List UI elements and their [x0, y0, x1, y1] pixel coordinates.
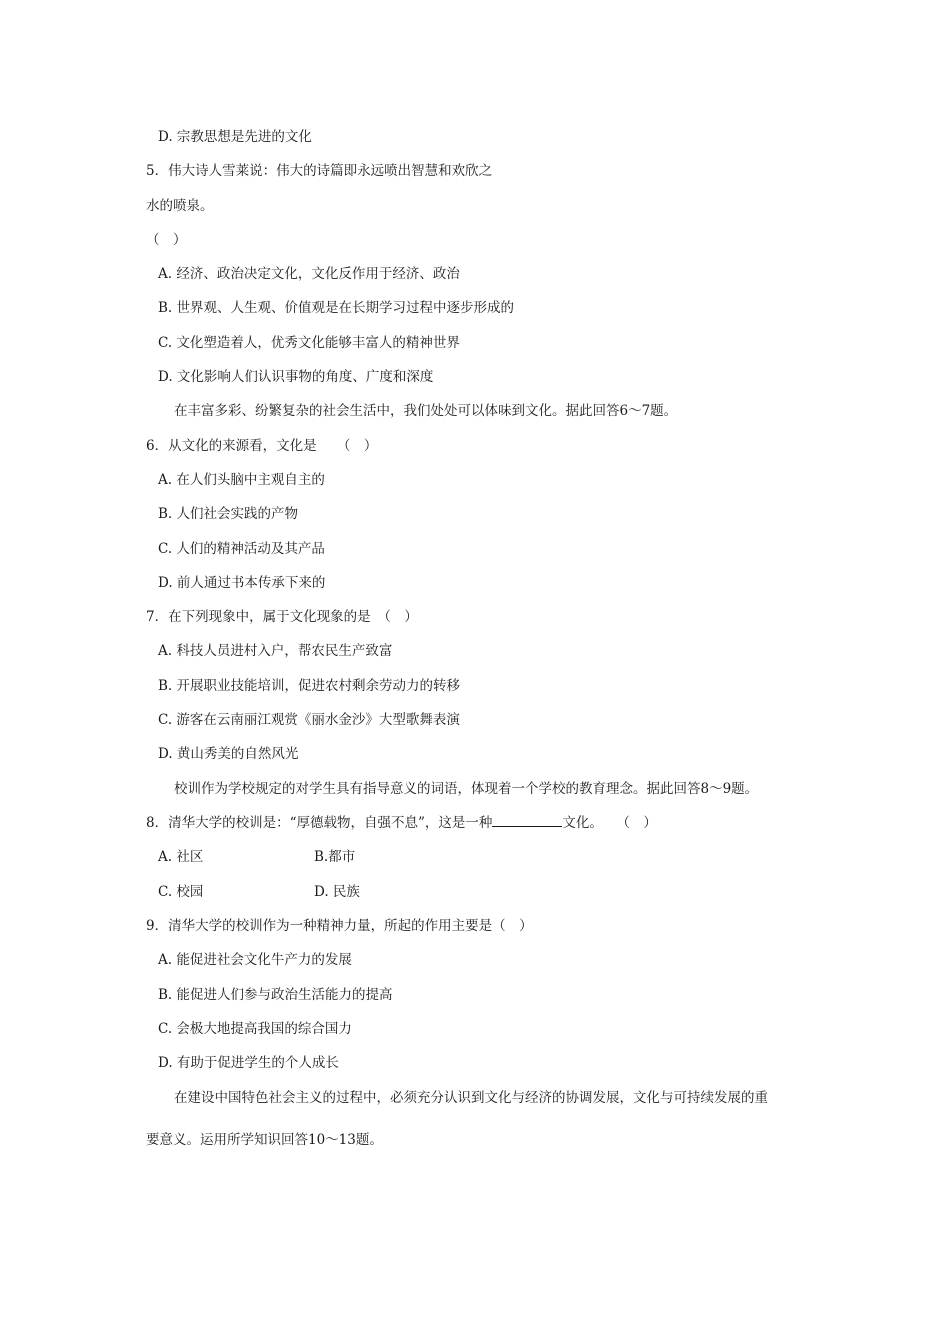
- q8-option-d: D. 民族: [314, 884, 360, 900]
- q4-option-d: D. 宗教思想是先进的文化: [158, 129, 312, 145]
- q8-option-a: A. 社区: [158, 849, 204, 865]
- q8-option-b: B.都市: [314, 849, 356, 865]
- q9-option-b: B. 能促进人们参与政治生活能力的提高: [158, 987, 393, 1003]
- q6-option-d: D. 前人通过书本传承下来的: [158, 575, 326, 591]
- q6-option-a: A. 在人们头脑中主观自主的: [158, 472, 325, 488]
- q5-option-d: D. 文化影响人们认识事物的角度、广度和深度: [158, 369, 434, 385]
- q5-option-b: B. 世界观、人生观、价值观是在长期学习过程中逐步形成的: [158, 300, 515, 316]
- q9-option-d: D. 有助于促进学生的个人成长: [158, 1055, 339, 1071]
- q7-option-d: D. 黄山秀美的自然风光: [158, 746, 299, 762]
- q5-stem-line-1: 5．伟大诗人雪莱说：伟大的诗篇即永远喷出智慧和欢欣之: [146, 163, 493, 179]
- q8-stem-after-blank: 文化。 （ ）: [562, 815, 657, 831]
- q8-stem: [146, 814, 657, 832]
- intro-questions-8-9: 校训作为学校规定的对学生具有指导意义的词语，体现着一个学校的教育理念。据此回答8～9题。: [174, 781, 759, 797]
- q6-stem: 6．从文化的来源看，文化是 （ ）: [146, 438, 378, 454]
- q7-stem: 7．在下列现象中，属于文化现象的是 （ ）: [146, 609, 418, 625]
- q9-stem: 9．清华大学的校训作为一种精神力量，所起的作用主要是（ ）: [146, 918, 533, 934]
- q7-option-a: A. 科技人员进村入户，帮农民生产致富: [158, 643, 393, 659]
- q5-stem-line-2: 水的喷泉。: [146, 198, 214, 214]
- intro-questions-6-7: 在丰富多彩、纷繁复杂的社会生活中，我们处处可以体味到文化。据此回答6～7题。: [174, 403, 678, 419]
- q7-option-c: C. 游客在云南丽江观赏《丽水金沙》大型歌舞表演: [158, 712, 460, 728]
- q8-option-c: C. 校园: [158, 884, 204, 900]
- intro-questions-10-13-line-1: 在建设中国特色社会主义的过程中，必须充分认识到文化与经济的协调发展，文化与可持续发展的重: [174, 1090, 768, 1106]
- q6-option-b: B. 人们社会实践的产物: [158, 506, 299, 522]
- q8-fill-blank: [492, 814, 562, 827]
- q8-stem-before-blank: 8．清华大学的校训是：“厚德载物，自强不息”，这是一种: [146, 815, 493, 831]
- q5-option-c: C. 文化塑造着人，优秀文化能够丰富人的精神世界: [158, 335, 460, 351]
- q9-option-a: A. 能促进社会文化牛产力的发展: [158, 952, 352, 968]
- q7-option-b: B. 开展职业技能培训，促进农村剩余劳动力的转移: [158, 678, 461, 694]
- q9-option-c: C. 会极大地提高我国的综合国力: [158, 1021, 352, 1037]
- intro-questions-10-13-line-2: 要意义。运用所学知识回答10～13题。: [146, 1132, 383, 1148]
- q5-option-a: A. 经济、政治决定文化，文化反作用于经济、政治: [158, 266, 460, 282]
- q5-answer-bracket: （ ）: [146, 232, 187, 248]
- q6-option-c: C. 人们的精神活动及其产品: [158, 541, 325, 557]
